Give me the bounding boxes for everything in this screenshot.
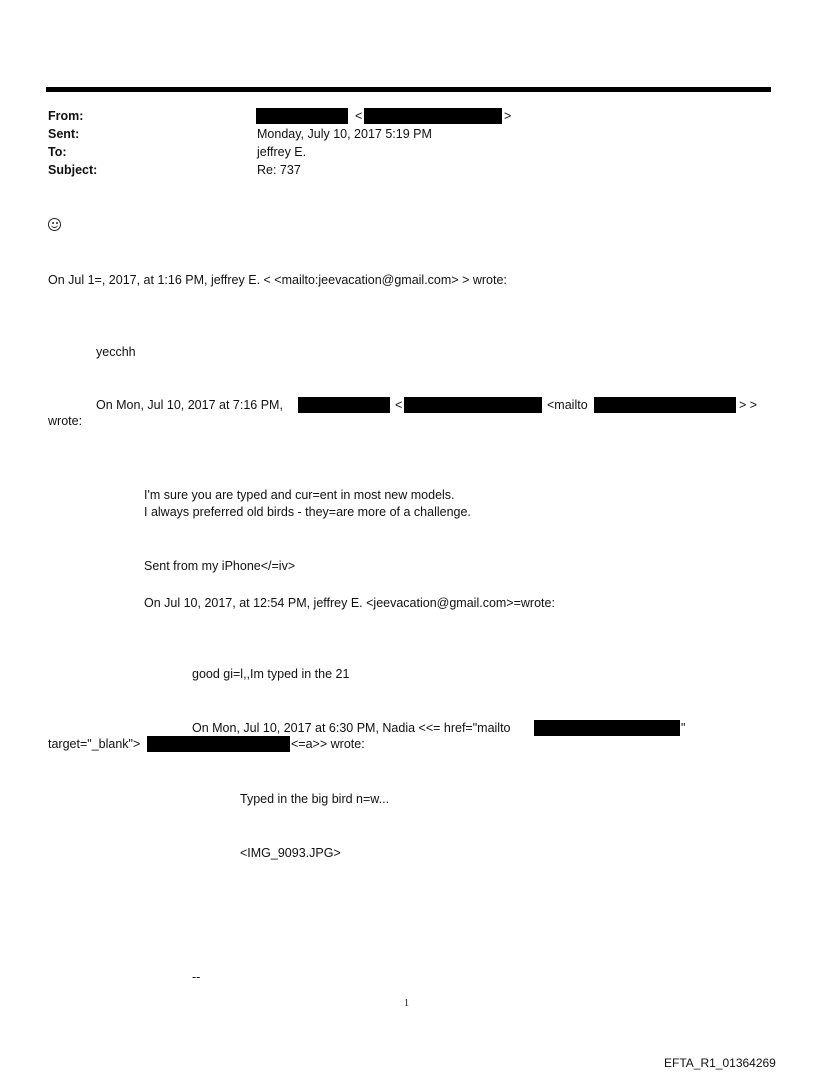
to-label: To: xyxy=(48,145,67,159)
quote-header-1: On Jul 1=, 2017, at 1:16 PM, jeffrey E. < <mailto:jeevacation@gmail.com> > wrote: xyxy=(48,273,507,287)
from-close-bracket: > xyxy=(504,109,512,123)
redaction-sender-name xyxy=(298,397,390,413)
redaction-nadia-mailto xyxy=(534,720,680,736)
to-value: jeffrey E. xyxy=(257,145,307,159)
quote-header-4: On Mon, Jul 10, 2017 at 6:30 PM, Nadia <<= href="mailto xyxy=(192,721,511,735)
quote-header-2-wrap: wrote: xyxy=(48,414,83,428)
from-open-bracket: < xyxy=(355,109,363,123)
quote-header-4-wrap-end: <=a>> wrote: xyxy=(291,737,365,751)
subject-value: Re: 737 xyxy=(257,163,301,177)
sent-label: Sent: xyxy=(48,127,80,141)
quote-header-2-close: > > xyxy=(739,398,758,412)
bates-number: EFTA_R1_01364269 xyxy=(664,1056,776,1070)
quote-header-2: On Mon, Jul 10, 2017 at 7:16 PM, xyxy=(96,398,283,412)
signature-separator: -- xyxy=(192,970,201,984)
subject-label: Subject: xyxy=(48,163,98,177)
redaction-sender-email xyxy=(404,397,542,413)
redaction-sender-mailto xyxy=(594,397,736,413)
page-number: 1 xyxy=(404,998,409,1009)
message-line-1: I'm sure you are typed and cur=ent in most new models. xyxy=(144,488,455,502)
redaction-from-name xyxy=(256,108,348,124)
quote-header-3: On Jul 10, 2017, at 12:54 PM, jeffrey E. <jeevacation@gmail.com>=wrote: xyxy=(144,596,555,610)
quote-header-2-bracket: < xyxy=(395,398,403,412)
quote-header-2-mailto: <mailto xyxy=(547,398,588,412)
quote-header-4-quote: " xyxy=(681,721,686,735)
redaction-nadia-email xyxy=(147,736,290,752)
signature-line: Sent from my iPhone</=iv> xyxy=(144,559,296,573)
smiley-face-icon xyxy=(48,218,61,231)
from-label: From: xyxy=(48,109,84,123)
reply-text-yecchh: yecchh xyxy=(96,345,136,359)
sent-value: Monday, July 10, 2017 5:19 PM xyxy=(257,127,432,141)
attachment-name: <IMG_9093.JPG> xyxy=(240,846,341,860)
quote-header-4-wrap: target="_blank"> xyxy=(48,737,141,751)
message-line-3: good gi=l,,Im typed in the 21 xyxy=(192,667,350,681)
header-rule xyxy=(46,87,771,92)
redaction-from-email xyxy=(364,108,502,124)
message-line-4: Typed in the big bird n=w... xyxy=(240,792,390,806)
message-line-2: I always preferred old birds - they=are more of a challenge. xyxy=(144,505,471,519)
